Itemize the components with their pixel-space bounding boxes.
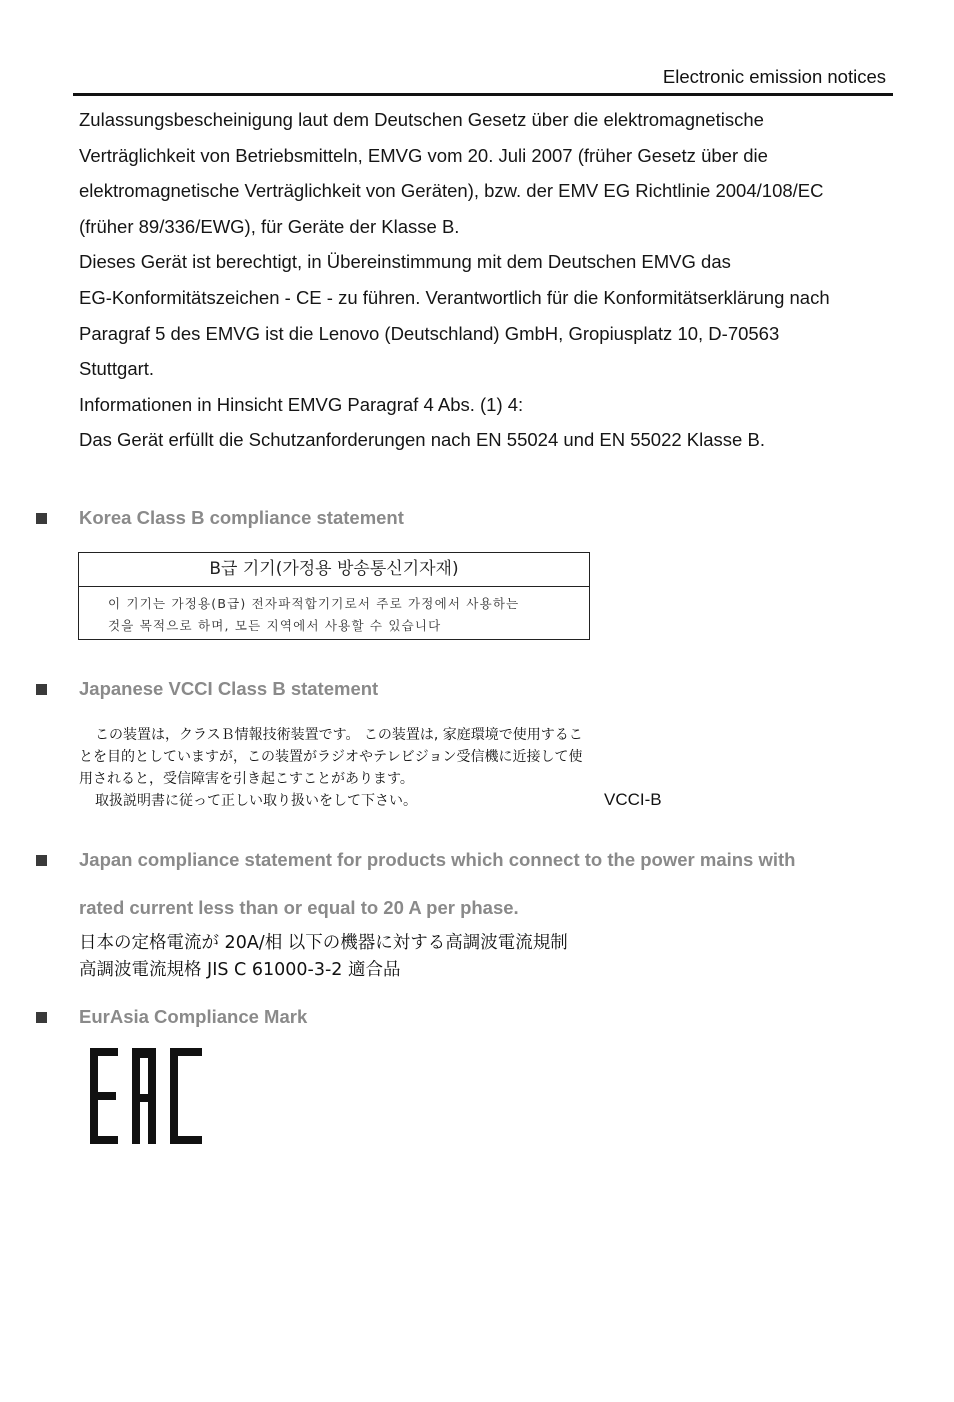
german-line: Paragraf 5 des EMVG ist die Lenovo (Deutschland) GmbH, Gropiusplatz 10, D-70563 [79, 322, 780, 344]
german-line: Stuttgart. [79, 358, 155, 380]
header-rule [73, 93, 893, 96]
running-header: Electronic emission notices [662, 66, 886, 87]
german-line: Zulassungsbescheinigung laut dem Deutschen Gesetz über die elektromagnetische [79, 109, 764, 130]
vcci-line: この装置は，クラスＢ情報技術装置です。 この装置は, 家庭環境で使用するこ [95, 727, 583, 743]
korea-section-title: Korea Class B compliance statement [79, 507, 404, 528]
eurasia-section-title: EurAsia Compliance Mark [79, 1006, 308, 1027]
german-line: Das Gerät erfüllt die Schutzanforderungen nach EN 55024 und EN 55022 Klasse B. [79, 429, 765, 451]
japan-power-section-title-cont: rated current less than or equal to 20 A per phase. [79, 897, 519, 918]
korea-box-line: 것을 목적으로 하며, 모든 지역에서 사용할 수 있습니다 [108, 618, 442, 633]
vcci-line: とを目的としていますが，この装置がラジオやテレビジョン受信機に近接して使 [79, 749, 583, 765]
square-bullet-icon [36, 1012, 47, 1023]
german-line: Informationen in Hinsicht EMVG Paragraf 4 Abs. (1) 4: [79, 393, 524, 415]
german-line: EG-Konformitätszeichen - CE - zu führen. Verantwortlich für die Konformitätserklärung nach [79, 286, 830, 308]
korea-box-line: 이 기기는 가정용(B급) 전자파적합기기로서 주로 가정에서 사용하는 [108, 596, 520, 611]
german-notice [79, 102, 909, 458]
square-bullet-icon [36, 513, 47, 524]
german-line: elektromagnetische Verträglichkeit von Geräten), bzw. der EMV EG Richtlinie 2004/108/EC [79, 180, 824, 202]
german-line: Verträglichkeit von Betriebsmitteln, EMVG vom 20. Juli 2007 (früher Gesetz über die [79, 144, 768, 166]
japan-power-line: 高調波電流規格 JIS C 61000-3-2 適合品 [79, 960, 401, 980]
vcci-line: 取扱説明書に従って正しい取り扱いをして下さい。 [95, 793, 417, 809]
vcci-statement [79, 724, 679, 812]
german-line: (früher 89/336/EWG), für Geräte der Klasse B. [79, 215, 460, 237]
eac-mark-icon [90, 1048, 203, 1144]
vcci-line: 用されると，受信障害を引き起こすことがあります。 [79, 771, 414, 787]
japan-power-statement [79, 930, 568, 984]
korea-statement-box [78, 552, 590, 640]
korea-box-body [79, 587, 589, 637]
square-bullet-icon [36, 855, 47, 866]
japan-power-section-title: Japan compliance statement for products which connect to the power mains with [79, 849, 796, 870]
vcci-class-label: VCCI-B [604, 790, 662, 809]
vcci-section-title: Japanese VCCI Class B statement [79, 678, 379, 699]
square-bullet-icon [36, 684, 47, 695]
japan-power-line: 日本の定格電流が 20A/相 以下の機器に対する高調波電流規制 [79, 933, 568, 953]
korea-box-header: B급 기기(가정용 방송통신기자재) [79, 553, 589, 587]
german-line: Dieses Gerät ist berechtigt, in Übereinstimmung mit dem Deutschen EMVG das [79, 251, 731, 273]
